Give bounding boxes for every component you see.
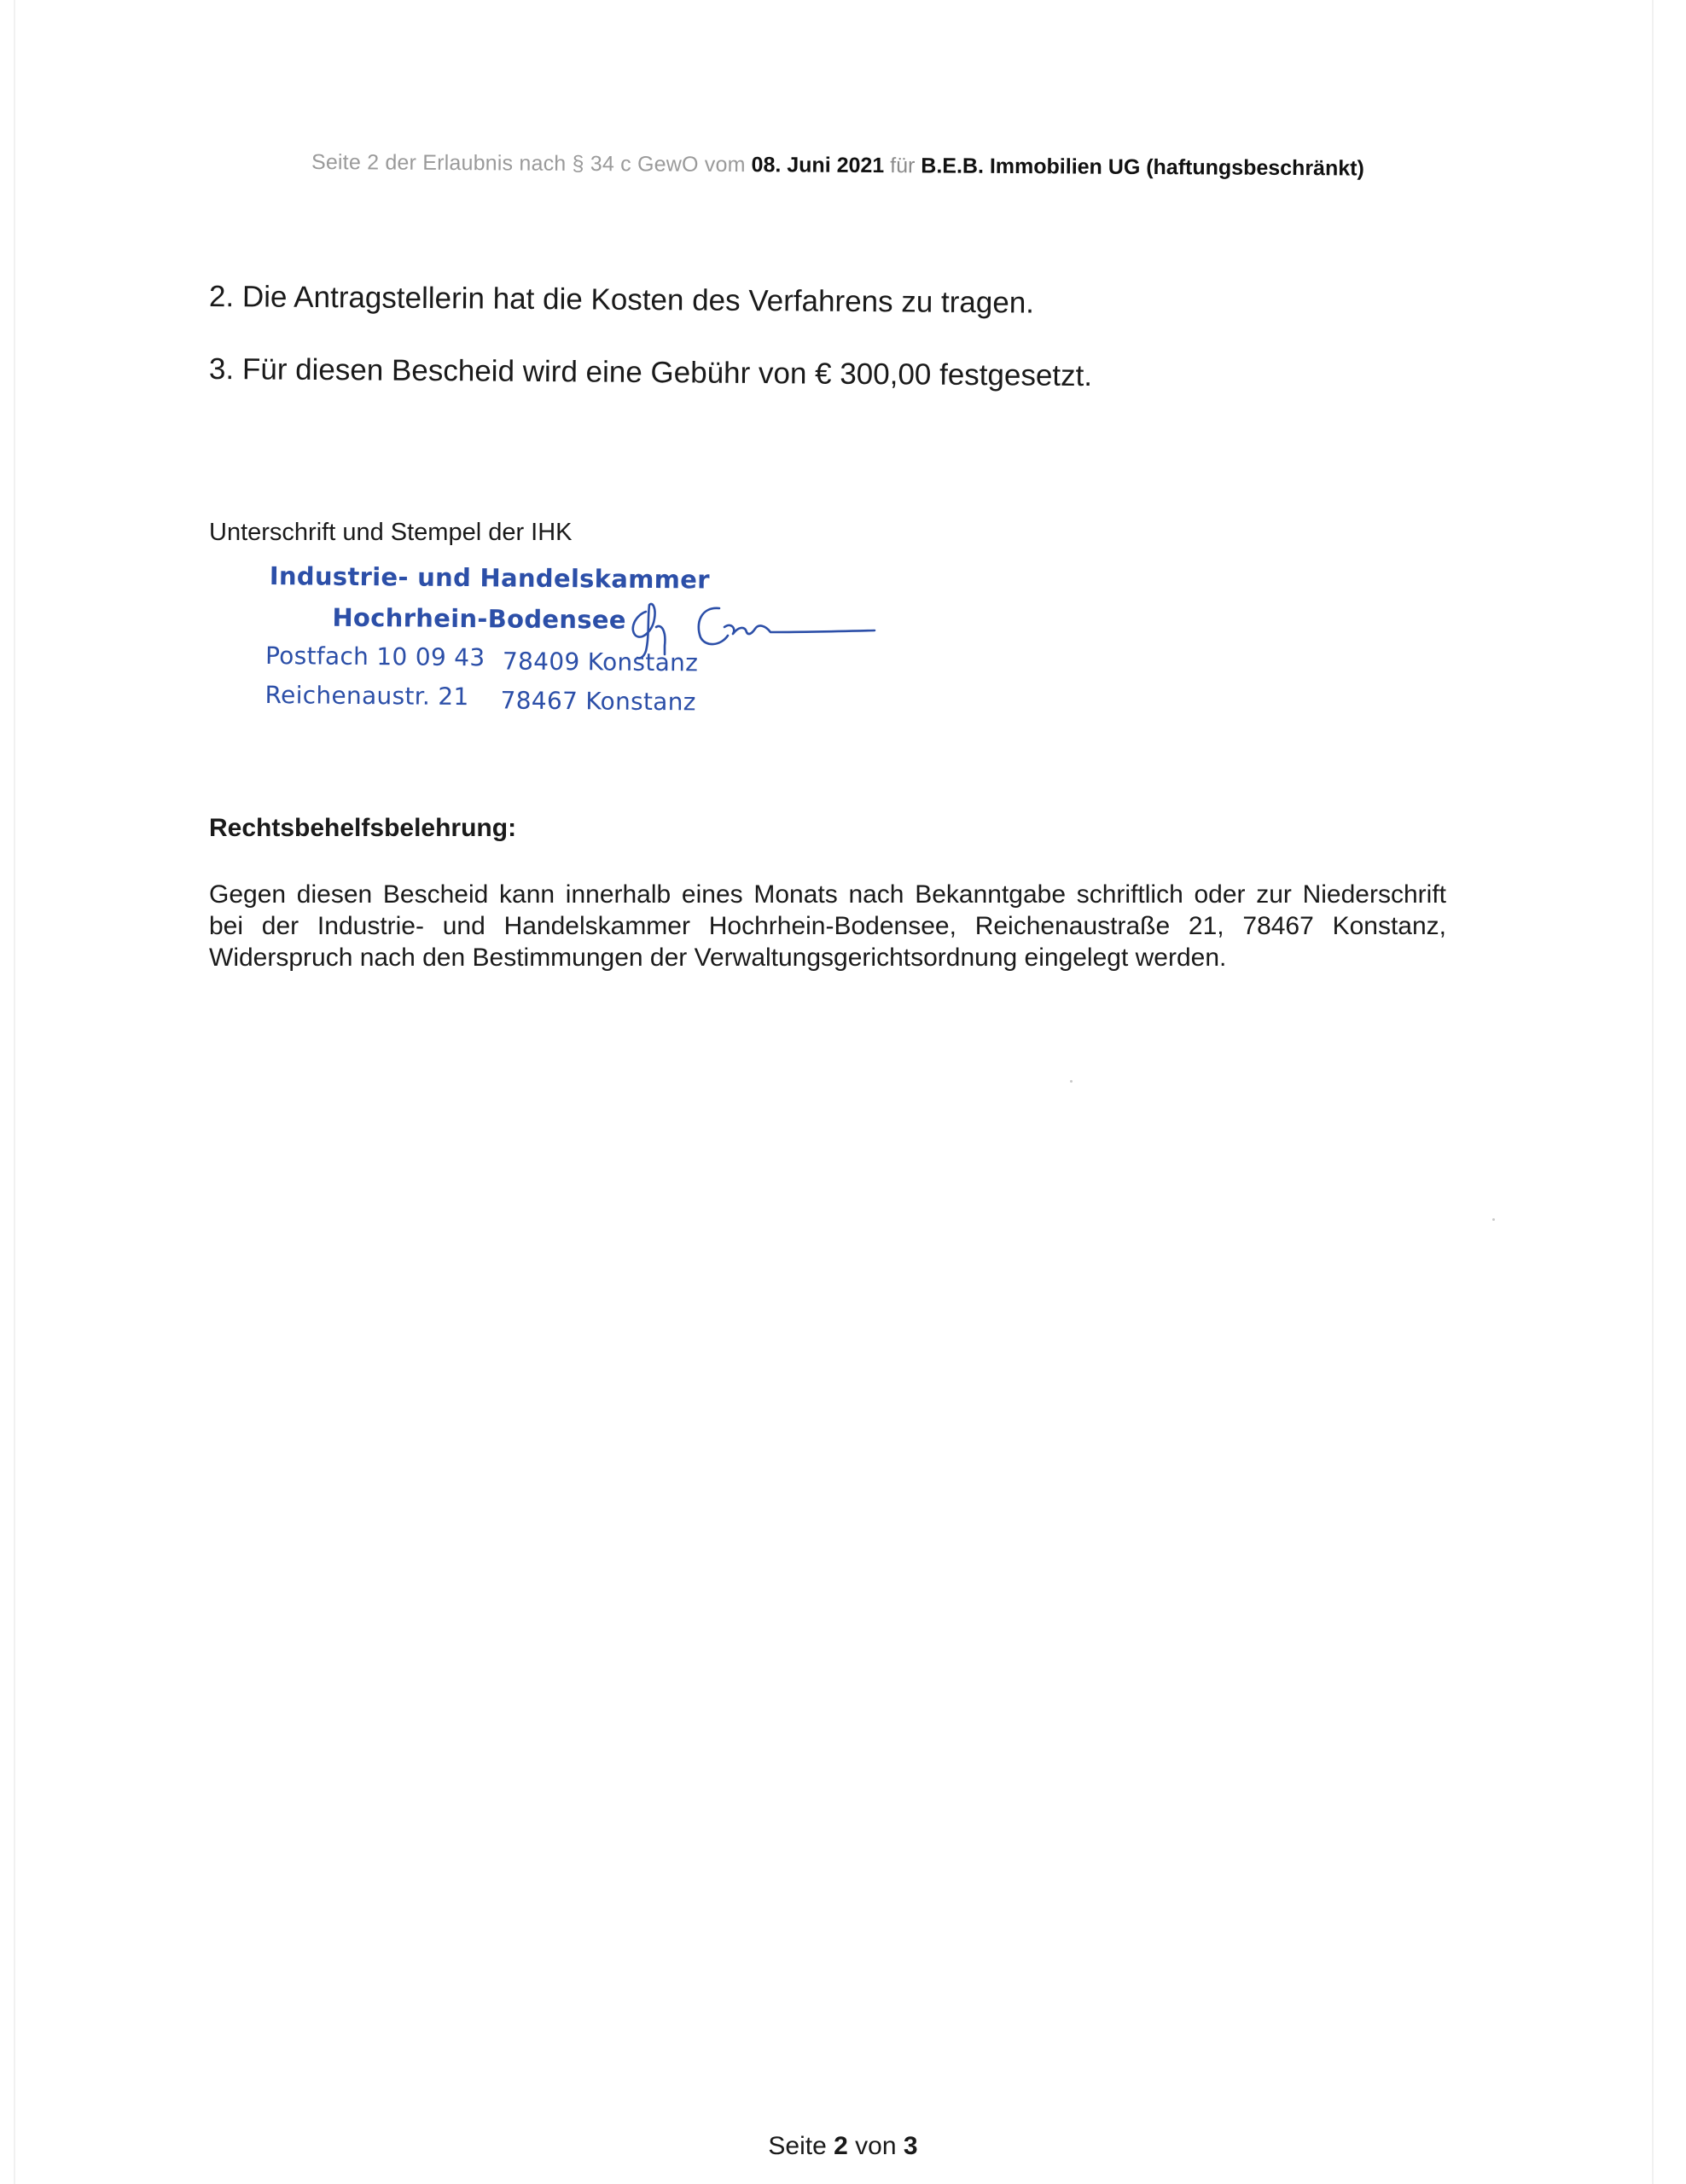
legal-notice-heading: Rechtsbehelfsbelehrung: (209, 814, 517, 842)
header-for-word: für (890, 154, 916, 178)
stamp-line-4-right: 78467 Konstanz (500, 686, 696, 717)
legal-notice-line: Widerspruch nach den Bestimmungen der Verwaltungsgerichtsordnung eingelegt werden. (209, 944, 1227, 972)
stamp-line-3-left: Postfach 10 09 43 (265, 642, 485, 672)
list-item-text: Die Antragstellerin hat die Kosten des Verfahrens zu tragen. (241, 280, 1035, 320)
legal-notice-paragraph (209, 879, 1446, 973)
stamp-line-3-right: 78409 Konstanz (502, 647, 699, 677)
header-company: B.E.B. Immobilien UG (haftungsbeschränkt) (921, 154, 1364, 181)
header-prefix: Seite 2 der Erlaubnis nach § 34 c GewO vom (311, 150, 746, 177)
list-item-number: 3. (208, 352, 235, 386)
page-header (311, 150, 1446, 182)
scan-speck (1492, 1218, 1495, 1221)
page-footer (0, 2132, 1686, 2161)
scan-speck (1070, 1080, 1073, 1083)
stamp-line-1: Industrie- und Handelskammer (269, 561, 710, 595)
list-item-text: Für diesen Bescheid wird eine Gebühr von € 300,00 festgesetzt. (241, 352, 1093, 393)
footer-current-page: 2 (834, 2132, 848, 2160)
signature-label: Unterschrift und Stempel der IHK (209, 519, 573, 546)
page-edge-right (1652, 0, 1654, 2184)
stamp-line-2: Hochrhein-Bodensee (332, 602, 626, 635)
handwritten-signature (627, 593, 883, 670)
header-date: 08. Juni 2021 (751, 153, 885, 178)
legal-notice-line: bei der Industrie- und Handelskammer Hochrhein-Bodensee, Reichenaustraße 21, 78467 Konstanz, (209, 912, 1446, 940)
page-edge-left (14, 0, 15, 2184)
list-item-number: 2. (208, 280, 235, 314)
stamp-line-4-left: Reichenaustr. 21 (265, 681, 469, 712)
footer-of-word: von (855, 2132, 897, 2160)
footer-total-pages: 3 (903, 2132, 918, 2160)
list-item (209, 280, 1034, 321)
footer-page-word: Seite (768, 2132, 827, 2160)
legal-notice-line: Gegen diesen Bescheid kann innerhalb eines Monats nach Bekanntgabe schriftlich oder zur Niederschrift (209, 880, 1446, 909)
list-item (209, 352, 1092, 393)
